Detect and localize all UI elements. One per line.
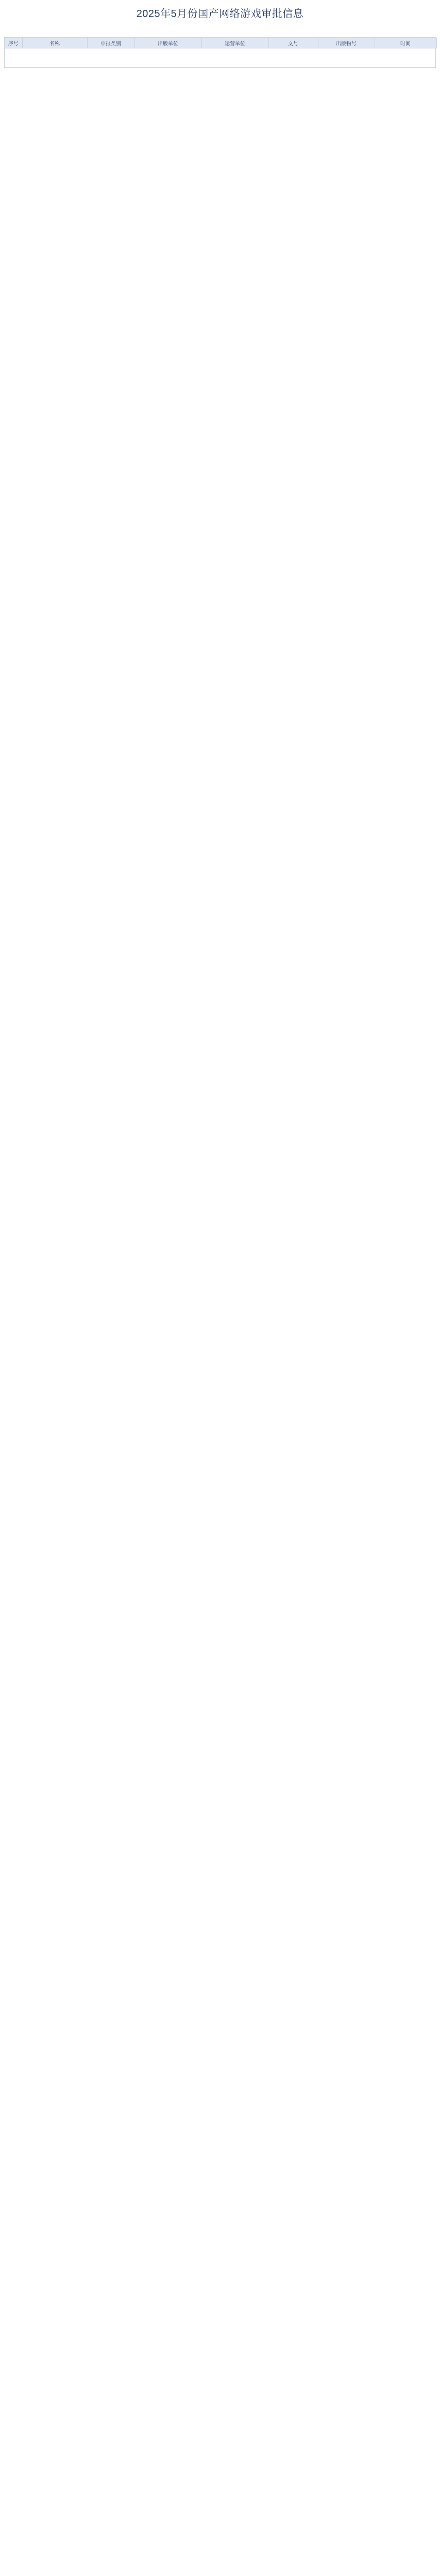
column-header-category: 申报类别	[87, 38, 134, 48]
column-header-isbn: 出版物号	[318, 38, 375, 48]
column-header-approval-no: 文号	[268, 38, 318, 48]
column-header-name: 名称	[22, 38, 87, 48]
column-header-index: 序号	[5, 38, 22, 48]
column-header-operator: 运营单位	[201, 38, 268, 48]
page-meta-line	[4, 23, 436, 33]
table-header-row	[5, 38, 436, 48]
table-empty-state	[5, 48, 435, 67]
column-header-time: 时间	[375, 38, 436, 48]
approval-table-wrap	[4, 37, 436, 68]
approval-table	[5, 38, 437, 48]
column-header-publisher: 出版单位	[134, 38, 201, 48]
page-title: 2025年5月份国产网络游戏审批信息	[136, 8, 304, 20]
